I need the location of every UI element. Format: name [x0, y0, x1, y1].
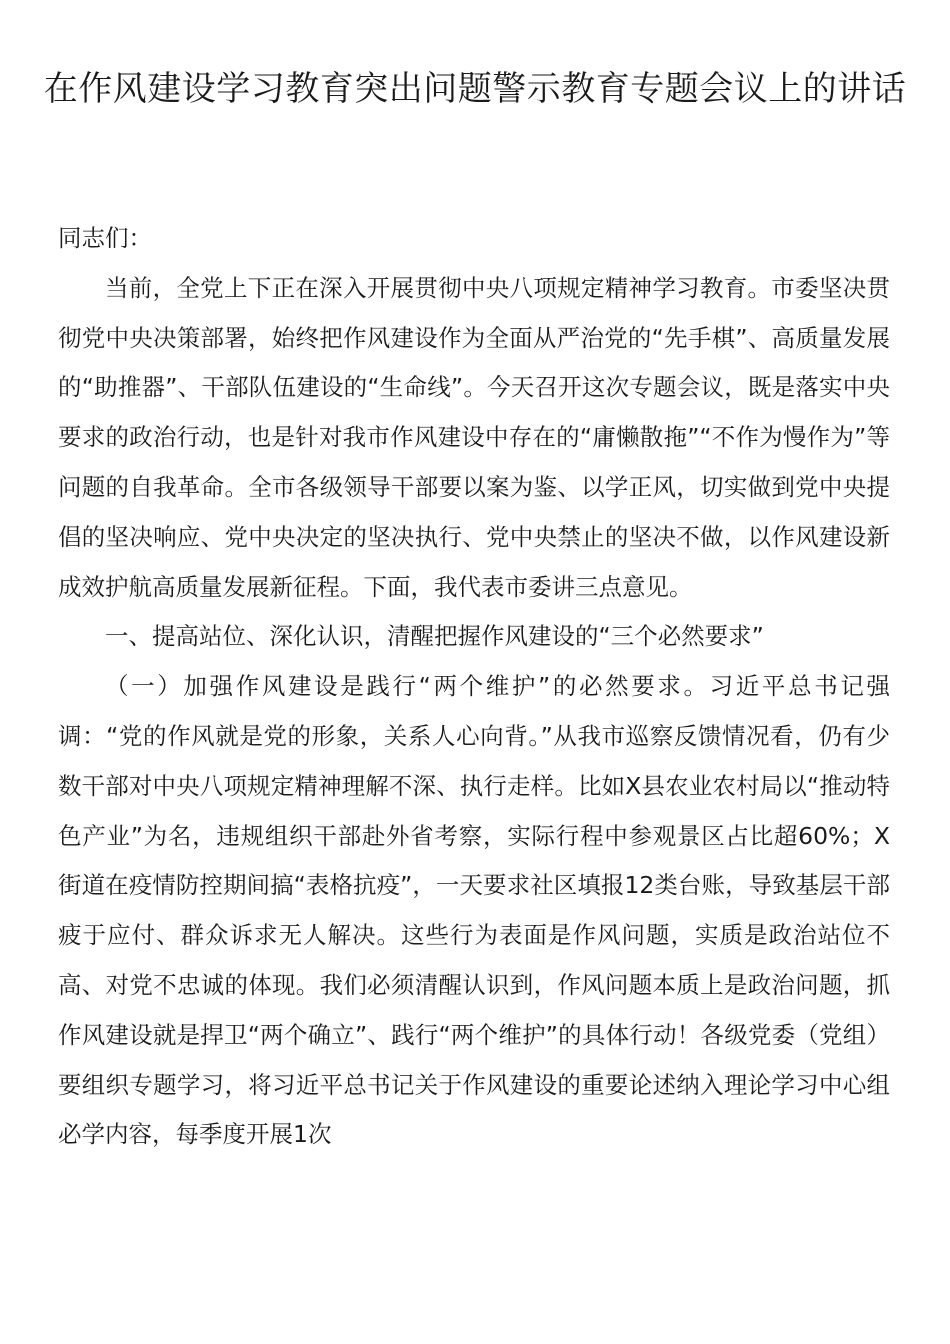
document-body	[58, 214, 890, 1160]
document-title: 在作风建设学习教育突出问题警示教育专题会议上的讲话	[43, 69, 907, 109]
salutation: 同志们：	[58, 224, 152, 252]
paragraph-subsection-1: （一）加强作风建设是践行“两个维护”的必然要求。习近平总书记强调：“党的作风就是党的形象，关系人心向背。”从我市巡察反馈情况看，仍有少数干部对中央八项规定精神理解不深、执行走样。比如X县农业农村局以“推动特色产业”为名，违规组织干部赴外省考察，实际行程中参观景区占比超60%；X街道在疫情防控期间搞“表格抗疫”，一天要求社区填报12类台账，导致基层干部疲于应付、群众诉求无人解决。这些行为表面是作风问题，实质是政治站位不高、对党不忠诚的体现。我们必须清醒认识到，作风问题本质上是政治问题，抓作风建设就是捍卫“两个确立”、践行“两个维护”的具体行动！各级党委（党组）要组织专题学习，将习近平总书记关于作风建设的重要论述纳入理论学习中心组必学内容，每季度开展1次	[58, 672, 890, 1149]
paragraph-intro: 当前，全党上下正在深入开展贯彻中央八项规定精神学习教育。市委坚决贯彻党中央决策部署，始终把作风建设作为全面从严治党的“先手棋”、高质量发展的“助推器”、干部队伍建设的“生命线”。今天召开这次专题会议，既是落实中央要求的政治行动，也是针对我市作风建设中存在的“庸懒散拖”“不作为慢作为”等问题的自我革命。全市各级领导干部要以案为鉴、以学正风，切实做到党中央提倡的坚决响应、党中央决定的坚决执行、党中央禁止的坚决不做，以作风建设新成效护航高质量发展新征程。下面，我代表市委讲三点意见。	[58, 273, 890, 601]
section-heading-1: 一、提高站位、深化认识，清醒把握作风建设的“三个必然要求”	[105, 622, 764, 651]
